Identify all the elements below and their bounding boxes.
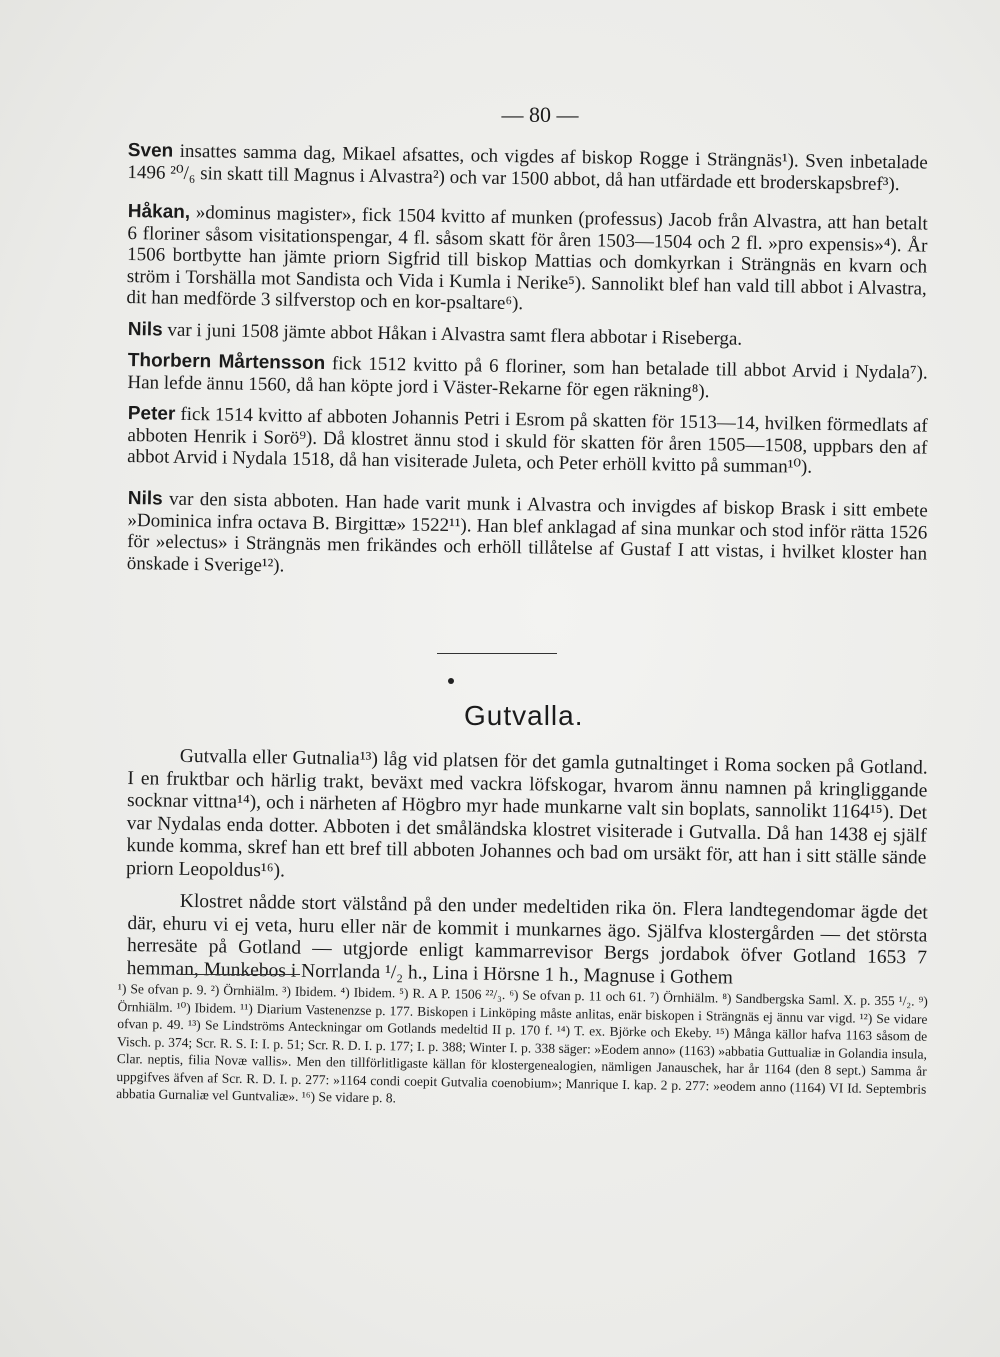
- section-paragraph: Gutvalla eller Gutnalia¹³) låg vid platsen för det gamla gutnaltinget i Roma socken på Gotland. I en fruktbar och härlig trakt, beväxt med vackra löfskogar, hvarom ännu namnen på kringliggande socknar vittna¹⁴), och i närheten af Högbro myr hade munkarne valt sin boplats, sannolikt 1164¹⁵). Det var Nydalas enda dotter. Abboten i det småländska klostret visiterade i Gutvalla. Då han 1438 ej själf kunde komma, skref han ett bref till abboten Johannes och bad om ursäkt för, att han i sitt ställe sände priorn Leopoldus¹⁶).: [125, 745, 928, 881]
- section-divider: [437, 653, 557, 654]
- footnotes-text: ¹) Se ofvan p. 9. ²) Örnhiälm. ³) Ibidem. ⁴) Ibidem. ⁵) R. A P. 1506 ²²/₃. ⁶) Se ofvan p. 11 och 61. ⁷) Örnhiälm. ⁸) Sandbergska Saml. X. p. 355 ¹/₂. ⁹) Örnhiälm. ¹⁰) Ibidem. ¹¹) Diarium Vastenenzse p. 177. Biskopen i Linköping måste anlitas, enär biskopen i Strängnäs ej ännu var vigd. ¹²) Se vidare ofvan p. 49. ¹³) Se Lindströms Anteckningar om Gotlands medeltid II p. 170 f. ¹⁴) T. ex. Björke och Ekeby. ¹⁵) Många källor hafva 1163 såsom de Visch. p. 374; Scr. R. S. I: I. p. 51; Scr. R. D. I. p. 177; I. p. 388; Winter I. p. 338 säger: »Eodem anno» (1163) »abbatia Guttualiæ in Golandia insula, Clar. neptis, filia Novæ vallis». Men den tillförlitligaste källan för klostergenealogien, nämligen Janauschek, har år 1164 (den 8 sept.) Samma år uppgifves äfven af Scr. R. D. I. p. 277: »1164 condi coepit Gutvalia coenobium»; Manrique I. kap. 2 p. 277: »eodem anno (1164) VI Id. Septembris abbatia Gurnaliæ vel Guntvaliæ». ¹⁶) Se vidare p. 8.: [116, 980, 928, 1106]
- section-text: [125, 745, 928, 990]
- footnotes: [116, 980, 928, 1115]
- abbot-paragraph-peter: Peter fick 1514 kvitto af abboten Johannis Petri i Esrom på skatten för 1513—14, hvilken förmedlats af abboten Henrik i Sorö⁹). Då klostret ännu stod i skuld för skatten för åren 1505—1508, uppbars den af abbot Arvid i Nydala 1518, då han visiterade Juleta, och Peter erhöll kvitto på summan¹⁰).: [126, 403, 928, 478]
- abbot-paragraph-hakan: Håkan, »dominus magister», fick 1504 kvitto af munken (professus) Jacob från Alvastra, att han betalt 6 floriner såsom visitationspengar, 4 fl. såsom skatt för åren 1503—1504 och 2 fl. »pro expensis»⁴). År 1506 bortbytte han jämte priorn Sigfrid till biskop Mattias och domkyrkan i Strängnäs en kvarn och ström i Torshälla mot Sandista och Vida i Kumla i Nerike⁵). Sannolikt blef han vald till abbot i Alvastra, dit han medförde 3 silfverstop och en kor-psaltare⁶).: [126, 201, 928, 315]
- section-paragraph: Klostret nådde stort välstånd på den under medeltiden rika ön. Flera landtegendomar ägde det där, ehuru vi ej veta, huru eller när de kommit i munkarnes ägo. Själfva klostergården — det största herresäte på Gotland — utgjorde enligt kammarrevisor Bergs jordabok öfver Gotland 1653 7 hemman, Munkebos i Norrlanda ¹/₂ h., Lina i Hörsne 1 h., Magnuse i Gothem: [126, 890, 928, 989]
- abbot-paragraph-nils-1508: Nils var i juni 1508 jämte abbot Håkan i Alvastra samt flera abbotar i Riseberga.: [127, 318, 743, 350]
- footnote-divider: [180, 974, 300, 975]
- section-dot: [448, 678, 454, 684]
- abbot-paragraph-thorbern: Thorbern Mårtensson fick 1512 kvitto på 6 floriner, som han betalade till abbot Arvid i Nydala⁷). Han lefde ännu 1560, då han köpte jord i Väster-Rekarne för egen räkning⁸).: [127, 350, 928, 402]
- abbot-paragraph-sven: Sven insattes samma dag, Mikael afsattes, och vigdes af biskop Rogge i Strängnäs¹). Sven inbetalade 1496 ²⁰/₆ sin skatt till Magnus i Alvastra²) och var 1500 abbot, då han utfärdade ett broderskapsbref³).: [127, 140, 928, 195]
- main-text: [128, 140, 928, 584]
- section-title: Gutvalla.: [464, 700, 584, 731]
- page-number: — 80 —: [501, 102, 579, 127]
- abbot-paragraph-nils-last: Nils var den sista abboten. Han hade varit munk i Alvastra och invigdes af biskop Brask i sitt embete »Dominica infra octava B. Birgittæ» 1522¹¹). Han blef anklagad af sina munkar och stod inför rätta 1526 för »electus» i Strängnäs men frikändes och erhöll tillåtelse af Gustaf I att vistas, i hvilket kloster han önskade i Sverige¹²).: [126, 487, 928, 576]
